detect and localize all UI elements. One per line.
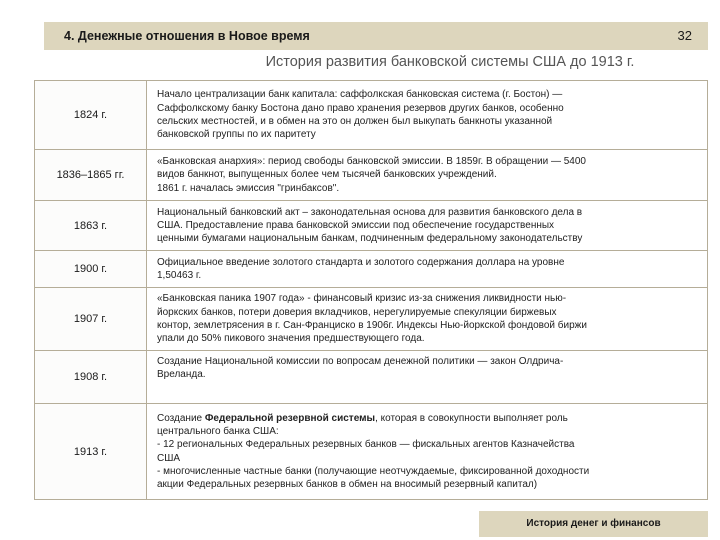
table-row <box>35 150 708 201</box>
year-cell: 1908 г. <box>35 351 147 404</box>
description-line: Официальное введение золотого стандарта и золотого содержания доллара на уровне <box>157 256 565 268</box>
description-line: «Банковская анархия»: период свободы банковской эмиссии. В 1859г. В обращении — 5400 <box>157 156 586 168</box>
description-line: - 12 региональных Федеральных резервных банков — фискальных агентов Казначейства <box>157 439 575 451</box>
year-cell: 1900 г. <box>35 251 147 288</box>
table-row <box>35 288 708 351</box>
description-line: Вреланда. <box>157 369 206 381</box>
year-cell: 1824 г. <box>35 81 147 150</box>
description-line: Начало централизации банк капитала: саффолкская банковская система (г. Бостон) — <box>157 89 563 101</box>
year-cell: 1836–1865 гг. <box>35 150 147 201</box>
description-cell <box>147 251 708 288</box>
description-line: 1861 г. началась эмиссия "гринбаксов". <box>157 182 340 194</box>
description-cell <box>147 404 708 500</box>
description-cell <box>147 288 708 351</box>
table-row <box>35 351 708 404</box>
description-line: Национальный банковский акт – законодательная основа для развития банковского дела в <box>157 206 583 218</box>
description-line: упали до 50% пикового значения предшествующего года. <box>157 333 425 345</box>
year-cell: 1913 г. <box>35 404 147 500</box>
description-line: контор, землетрясения в г. Сан-Франциско в 1906г. Индексы Нью-йоркской фондовой биржи <box>157 320 587 331</box>
description-line: йоркских банков, потери доверия вкладчиков, нерегулируемые спекуляции биржевых <box>157 306 557 318</box>
line-text: , которая в совокупности выполняет роль <box>375 412 568 424</box>
slide-number: 32 <box>677 28 692 43</box>
description-line: акции Федеральных резервных банков в обмен на вносимый резервный капитал) <box>157 479 538 491</box>
description-line: США. Предоставление права банковской эмиссии под обеспечение государственных <box>157 219 555 231</box>
description-line: банковской группы по их паритету <box>157 129 316 141</box>
year-cell: 1907 г. <box>35 288 147 351</box>
description-line: «Банковская паника 1907 года» - финансовый кризис из-за снижения ликвидности нью- <box>157 293 567 305</box>
description-line: видов банкнот, выпущенных более чем тысячей банковских учреждений. <box>157 169 497 181</box>
description-cell <box>147 201 708 251</box>
line-text: Создание <box>157 412 205 424</box>
description-line: Создание Национальной комиссии по вопросам денежной политики — закон Олдрича- <box>157 356 564 367</box>
description-line: Саффолкскому банку Бостона дано право хранения резервов других банков, особенно <box>157 102 564 114</box>
footer-label: История денег и финансов <box>526 518 661 529</box>
table-row <box>35 404 708 500</box>
timeline-table <box>34 80 708 500</box>
table-row <box>35 251 708 288</box>
description-line: ценными бумагами национальным банкам, подчиненным федеральному законодательству <box>157 233 583 245</box>
table-row <box>35 81 708 150</box>
page-title: История развития банковской системы США до 1913 г. <box>265 54 635 70</box>
year-cell: 1863 г. <box>35 201 147 251</box>
description-line: - многочисленные частные банки (получающие неотчуждаемые, фиксированной доходности <box>157 465 590 477</box>
description-line: центрального банка США: <box>157 425 279 437</box>
description-line: США <box>157 452 181 464</box>
description-cell <box>147 150 708 201</box>
description-line: 1,50463 г. <box>157 270 202 281</box>
description-line <box>157 412 701 425</box>
chapter-title: 4. Денежные отношения в Новое время <box>64 29 310 43</box>
description-line: сельских местностей, и в обмен на это он должен был выкупать банкноты указанной <box>157 116 553 127</box>
bold-term: Федеральной резервной системы <box>204 412 376 424</box>
table-row <box>35 201 708 251</box>
description-cell <box>147 81 708 150</box>
description-cell <box>147 351 708 404</box>
